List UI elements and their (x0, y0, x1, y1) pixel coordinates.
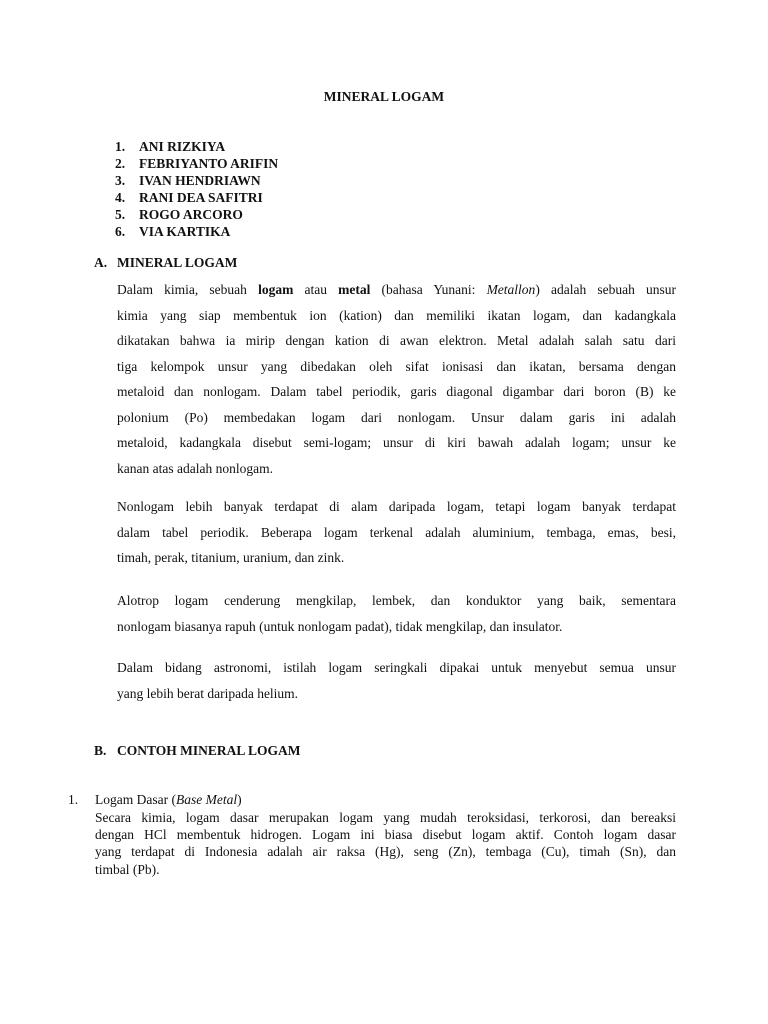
author-number: 5. (115, 207, 126, 222)
paragraph-line: Dalam bidang astronomi, istilah logam seringkali dipakai untuk menyebut semua unsur (117, 660, 676, 675)
section-letter: B. (94, 743, 107, 758)
author-number: 6. (115, 224, 126, 239)
paragraph-3 (117, 588, 676, 639)
author-name: ROGO ARCORO (139, 207, 243, 222)
author-item (115, 155, 278, 172)
section-b-heading (94, 743, 301, 759)
author-item (115, 172, 278, 189)
author-name: IVAN HENDRIAWN (139, 173, 261, 188)
author-list (115, 138, 278, 240)
paragraph-line (117, 277, 676, 303)
paragraph-line: metaloid, kadangkala disebut semi-logam; unsur di kiri bawah adalah logam; unsur ke (117, 435, 676, 450)
paragraph-line: timah, perak, titanium, uranium, dan zink. (117, 550, 345, 565)
author-item (115, 223, 278, 240)
paragraph-line: metaloid dan nonlogam. Dalam tabel periodik, garis diagonal digambar dari boron (B) ke (117, 384, 676, 399)
paragraph-line: kanan atas adalah nonlogam. (117, 460, 273, 476)
author-item (115, 206, 278, 223)
paragraph-line: yang lebih berat daripada helium. (117, 685, 299, 701)
bold-term: logam (258, 282, 294, 297)
author-name: RANI DEA SAFITRI (139, 190, 263, 205)
section-title: CONTOH MINERAL LOGAM (117, 743, 301, 758)
author-item (115, 138, 278, 155)
section-letter: A. (94, 255, 108, 270)
author-name: FEBRIYANTO ARIFIN (139, 156, 279, 171)
paragraph-line: dengan HCl membentuk hidrogen. Logam ini biasa disebut logam aktif. Contoh logam dasar (95, 827, 676, 843)
author-number: 2. (115, 156, 126, 171)
author-name: VIA KARTIKA (139, 224, 231, 239)
paragraph-1 (117, 277, 676, 481)
author-number: 1. (115, 139, 126, 154)
text-run: ) (237, 792, 242, 807)
text-run: ) adalah sebuah unsur (535, 282, 676, 297)
text-run: Dalam kimia, sebuah (117, 282, 259, 297)
paragraph-line: timbal (Pb). (95, 861, 160, 877)
bold-term: metal (338, 282, 371, 297)
text-run: atau (293, 282, 339, 297)
paragraph-4 (117, 655, 676, 706)
paragraph-2 (117, 494, 676, 571)
paragraph-line: kimia yang siap membentuk ion (kation) dan memiliki ikatan logam, dan kadangkala (117, 307, 676, 323)
author-number: 4. (115, 190, 126, 205)
paragraph-line: tiga kelompok unsur yang dibedakan oleh sifat ionisasi dan ikatan, bersama dengan (117, 358, 676, 374)
paragraph-line: nonlogam biasanya rapuh (untuk nonlogam padat), tidak mengkilap, dan insulator. (117, 618, 563, 634)
document-title: MINERAL LOGAM (323, 89, 445, 104)
section-a-heading (94, 255, 237, 271)
text-run: Logam Dasar ( (95, 792, 176, 807)
author-item (115, 189, 278, 206)
paragraph-line: dalam tabel periodik. Beberapa logam terkenal adalah aluminium, tembaga, emas, besi, (117, 524, 676, 540)
list-item-heading (68, 792, 242, 808)
list-item-body (95, 809, 676, 878)
paragraph-line: dikatakan bahwa ia mirip dengan kation di awan elektron. Metal adalah salah satu dari (117, 333, 676, 348)
list-number: 1. (68, 792, 79, 807)
italic-term: Metallon (486, 282, 536, 297)
author-number: 3. (115, 173, 126, 188)
text-run: (bahasa Yunani: (370, 282, 487, 297)
paragraph-line: Secara kimia, logam dasar merupakan logam yang mudah teroksidasi, terkorosi, dan bereaksi (95, 810, 676, 825)
paragraph-line: yang terdapat di Indonesia adalah air raksa (Hg), seng (Zn), tembaga (Cu), timah (Sn), dan (95, 844, 676, 860)
paragraph-line: polonium (Po) membedakan logam dari nonlogam. Unsur dalam garis ini adalah (117, 409, 676, 425)
section-title: MINERAL LOGAM (117, 255, 238, 270)
italic-term: Base Metal (175, 792, 238, 807)
paragraph-line: Nonlogam lebih banyak terdapat di alam daripada logam, tetapi logam banyak terdapat (117, 499, 676, 514)
paragraph-line: Alotrop logam cenderung mengkilap, lembek, dan konduktor yang baik, sementara (117, 593, 676, 608)
author-name: ANI RIZKIYA (139, 139, 226, 154)
